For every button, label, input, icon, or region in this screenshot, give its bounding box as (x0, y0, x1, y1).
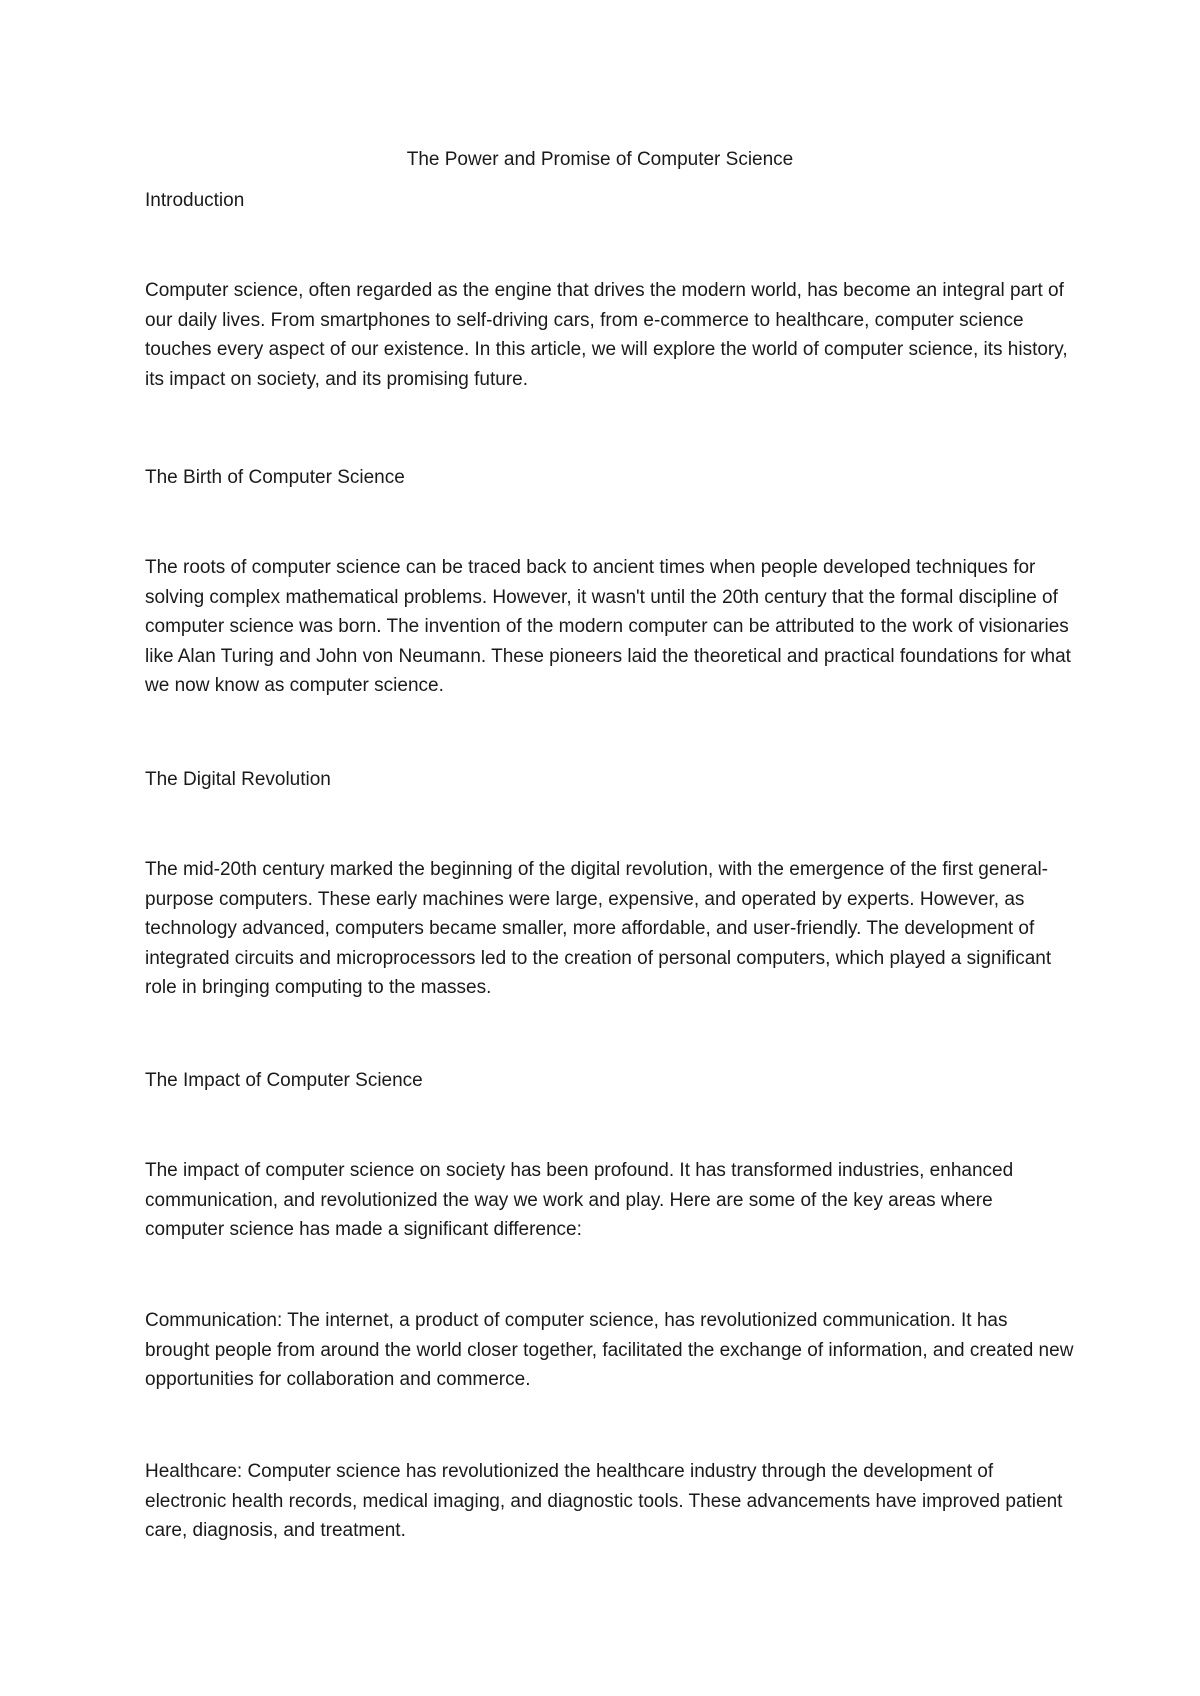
section-heading-digital-revolution: The Digital Revolution (145, 769, 331, 790)
paragraph-introduction: Computer science, often regarded as the engine that drives the modern world, has become an integral part of our daily lives. From smartphones to self-driving cars, from e-commerce to healthcare, computer science touches every aspect of our existence. In this article, we will explore the world of computer science, its history, its impact on society, and its promising future. (145, 280, 1068, 390)
paragraph-birth: The roots of computer science can be traced back to ancient times when people developed techniques for solving complex mathematical problems. However, it wasn't until the 20th century that the formal discipline of computer science was born. The invention of the modern computer can be attributed to the work of visionaries like Alan Turing and John von Neumann. These pioneers laid the theoretical and practical foundations for what we now know as computer science. (145, 557, 1071, 696)
section-heading-impact: The Impact of Computer Science (145, 1070, 423, 1091)
section-heading-introduction: Introduction (145, 190, 245, 211)
section-heading-birth: The Birth of Computer Science (145, 467, 405, 488)
paragraph-impact-intro: The impact of computer science on society has been profound. It has transformed industries, enhanced communication, and revolutionized the way we work and play. Here are some of the key areas where computer science has made a significant difference: (145, 1160, 1014, 1240)
paragraph-healthcare: Healthcare: Computer science has revolutionized the healthcare industry through the development of electronic health records, medical imaging, and diagnostic tools. These advancements have improved patient care, diagnosis, and treatment. (145, 1461, 1063, 1541)
paragraph-digital-revolution: The mid-20th century marked the beginning of the digital revolution, with the emergence of the first general-purpose computers. These early machines were large, expensive, and operated by experts. However, as technology advanced, computers became smaller, more affordable, and user-friendly. The development of integrated circuits and microprocessors led to the creation of personal computers, which played a significant role in bringing computing to the masses. (145, 859, 1052, 998)
paragraph-communication: Communication: The internet, a product of computer science, has revolutionized communication. It has brought people from around the world closer together, facilitated the exchange of information, and created new opportunities for collaboration and commerce. (145, 1310, 1074, 1390)
document-title: The Power and Promise of Computer Science (406, 149, 794, 170)
